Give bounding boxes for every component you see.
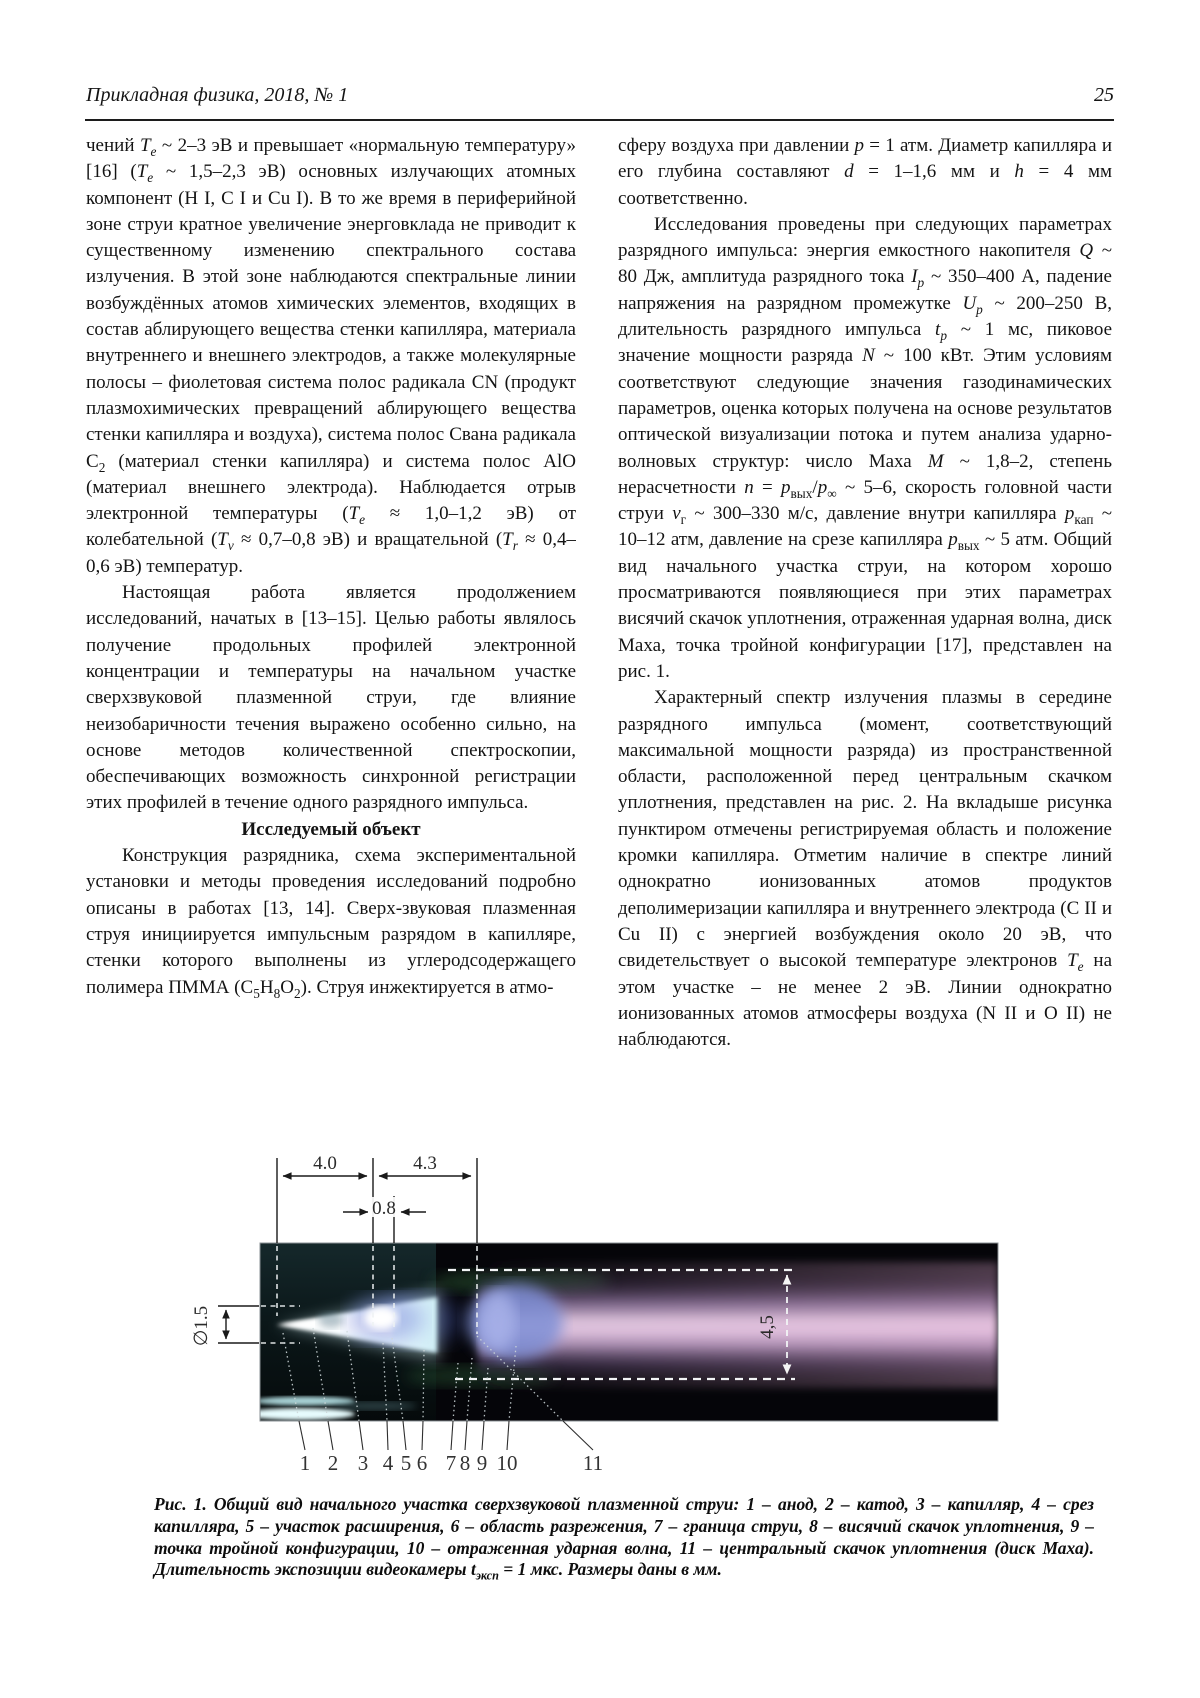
figure-number-5: 5 [400, 1451, 412, 1475]
page-header [86, 84, 1114, 107]
streak-2 [245, 1408, 355, 1420]
exit-spot [364, 1306, 398, 1330]
figure-caption: Рис. 1. Общий вид начального участка сверхзвуковой плазменной струи: 1 – анод, 2 – катод, 3 – капилляр, 4 – срез капилляра, 5 – участок расширения, 6 – область разрежения, 7 – граница струи, 8 – висячий скачок уплотнения, 9 – точка тройной конфигурации, 10 – отраженная ударная волна, 11 – центральный скачок уплотнения (диск Маха). Длительность экспозиции видеокамеры $t_{эксп} = 1$ мкс. Размеры даны в мм. [154, 1494, 1094, 1583]
figure-1 [0, 1150, 1200, 1485]
figure-number-10: 10 [496, 1451, 518, 1475]
dim-label-4-0: 4.0 [313, 1153, 337, 1174]
journal-title: Прикладная физика, 2018, № 1 [86, 84, 349, 106]
figure-number-7: 7 [445, 1451, 457, 1475]
dim-label-0-8: 0.8 [372, 1198, 396, 1219]
figure-number-8: 8 [459, 1451, 471, 1475]
figure-number-2: 2 [327, 1451, 339, 1475]
page-number: 25 [1094, 84, 1114, 106]
paragraph-left-2: Настоящая работа является продолжением исследований, начатых в [13–15]. Целью работы являлось получение продольных профилей электронной концентрации и температуры на начальном участке сверхзвуковой плазменной струи, где влияние неизобаричности течения выражено особенно сильно, на основе методов количественной спектроскопии, обеспечивающих возможность синхронной регистрации этих профилей в течение одного разрядного импульса. [86, 582, 576, 814]
dim-label-4-5: 4,5 [757, 1315, 778, 1339]
figure-number-1: 1 [299, 1451, 311, 1475]
leader-lines-below-photo [299, 1421, 593, 1450]
column-right [618, 133, 1112, 1053]
dim-label-diameter: ∅1.5 [191, 1305, 212, 1347]
paragraph-left-1: чений $T_e$ ~ 2–3 эВ и превышает «нормальную температуру» [16] ($T_e$ ~ 1,5–2,3 эВ) основных излучающих атомных компонент (H I, C I и Cu I). В то же время в периферийной зоне струи кратное увеличение энерговклада не приводит к существенному изменению спектрального состава излучения. В этой зоне наблюдаются спектральные линии возбуждённых атомов химических элементов, входящих в состав аблирующего вещества стенки капилляра, материала внутреннего и внешнего электродов, а также молекулярные полосы – фиолетовая система полос радикала CN (продукт плазмохимических превращений аблирующего вещества стенки капилляра и воздуха), система полос Свана радикала $C_2$ (материал стенки капилляра) и система полос AlO (материал внешнего электрода). Наблюдается отрыв электронной температуры ($T_e \approx 1,0-1,2$ эВ) от колебательной ($T_v \approx 0,7-0,8$ эВ) и вращательной ($T_r \approx 0,4-0,6$ эВ) температур. [86, 135, 576, 577]
paragraph-right-2: Исследования проведены при следующих параметрах разрядного импульса: энергия емкостного накопителя Q ~ 80 Дж, амплитуда разрядного тока $I_p$ ~ 350–400 А, падение напряжения на разрядном промежутке $U_p$ ~ 200–250 В, длительность разрядного импульса $t_p$ ~ 1 мс, пиковое значение мощности разряда N ~ 100 кВт. Этим условиям соответствуют следующие значения газодинамических параметров, оценка которых получена на основе результатов оптической визуализации потока и путем анализа ударно-волновых структур: число Маха M ~ 1,8–2, степень нерасчетности $n = p_{вых}/p_\infty$ ~ 5–6, скорость головной части струи $v_г$ ~ 300–330 м/с, давление внутри капилляра $p_{кап}$ ~ 10–12 атм, давление на срезе капилляра $p_{вых}$ ~ 5 атм. Общий вид начального участка струи, на котором хорошо просматриваются появляющиеся при этих параметрах висячий скачок уплотнения, отраженная ударная волна, диск Маха, точка тройной конфигурации [17], представлен на рис. 1. [618, 213, 1112, 682]
section-heading: Исследуемый объект [241, 818, 421, 840]
dim-label-4-3: 4.3 [413, 1153, 437, 1174]
paragraph-right-3: Характерный спектр излучения плазмы в середине разрядного импульса (момент, соответствующий максимальной мощности разряда) из пространственной области, расположенной перед центральным скачком уплотнения, представлен на рис. 2. На вкладыше рисунка пунктиром отмечены регистрируемая область и положение кромки капилляра. Отметим наличие в спектре линий однократно ионизованных атомов продуктов деполимеризации капилляра и внутреннего электрода (C II и Cu II) с энергией возбуждения около 20 эВ, что свидетельствует о высокой температуре электронов $T_e$ на этом участке – не менее 2 эВ. Линии однократно ионизованных атомов атмосферы воздуха (N II и O II) не наблюдаются. [618, 687, 1112, 1051]
paragraph-left-3: Конструкция разрядника, схема экспериментальной установки и методы проведения исследований подробно описаны в работах [13, 14]. Сверх-звуковая плазменная струя инициируется импульсным разрядом в капилляре, стенки которого выполнены из углеродсодержащего полимера ПММА $(C_5H_8O_2)$. Струя инжектируется в атмо- [86, 845, 576, 1001]
figure-number-4: 4 [382, 1451, 394, 1475]
paragraph-right-1: сферу воздуха при давлении p = 1 атм. Диаметр капилляра и его глубина составляют d = 1–1,6 мм и h = 4 мм соответственно. [618, 135, 1112, 209]
figure-number-labels [300, 1451, 603, 1475]
figure-number-9: 9 [476, 1451, 488, 1475]
text-columns [86, 133, 1112, 1053]
header-rule [85, 119, 1114, 121]
figure-number-3: 3 [357, 1451, 369, 1475]
figure-number-11: 11 [582, 1451, 604, 1475]
column-left [86, 133, 576, 1053]
figure-number-6: 6 [416, 1451, 428, 1475]
